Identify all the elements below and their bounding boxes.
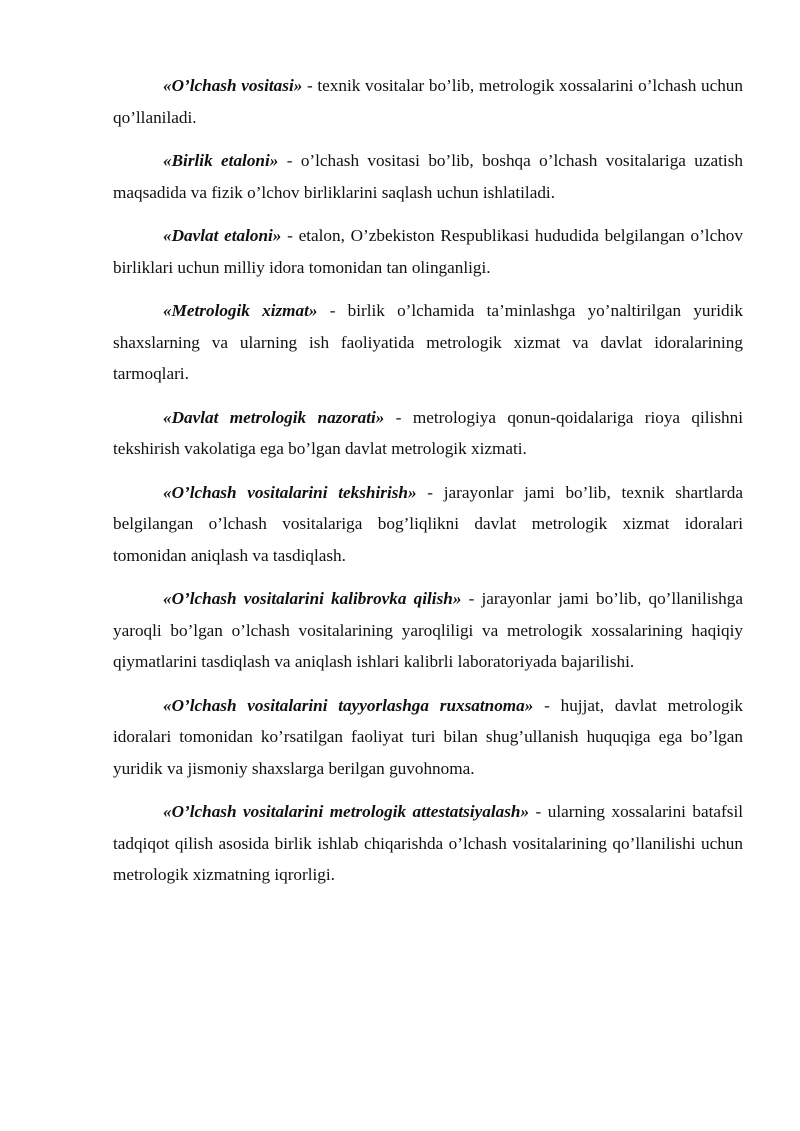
definition-text: - birlik o’lchamida ta’minlashga yo’naltirilgan yuridik shaxslarning va ularning ish faoliyatida metrologik xizmat va davlat idoralarining tarmoqlari. [113, 301, 743, 383]
definition-text: - o’lchash vositasi bo’lib, boshqa o’lchash vositalariga uzatish maqsadida va fizik o’lchov birliklarini saqlash uchun ishlatiladi. [113, 151, 743, 202]
definition-paragraph [113, 295, 743, 390]
definition-paragraph [113, 477, 743, 572]
definition-term: «O’lchash vositalarini metrologik attestatsiyalash» [163, 802, 530, 821]
definition-paragraph [113, 145, 743, 208]
definition-term: «O’lchash vositasi» [163, 76, 303, 95]
definition-text: - metrologiya qonun-qoidalariga rioya qilishni tekshirish vakolatiga ega bo’lgan davlat metrologik xizmati. [113, 407, 743, 458]
document-page [113, 70, 743, 903]
definition-paragraph [113, 796, 743, 891]
definition-text: - jarayonlar jami bo’lib, texnik shartlarda belgilangan o’lchash vositalariga bog’liqlikni davlat metrologik xizmat idoralari tomonidan aniqlash va tasdiqlash. [113, 482, 743, 565]
definition-term: «Metrologik xizmat» [163, 301, 318, 320]
definition-text: - hujjat, davlat metrologik idoralari tomonidan ko’rsatilgan faoliyat turi bilan shug’ullanish huquqiga ega bo’lgan yuridik va jismoniy shaxslarga berilgan guvohnoma. [113, 695, 743, 778]
definition-text: - etalon, O’zbekiston Respublikasi hududida belgilangan o’lchov birliklari uchun milliy idora tomonidan tan olinganligi. [113, 226, 743, 277]
definition-text: - ularning xossalarini batafsil tadqiqot qilish asosida birlik ishlab chiqarishda o’lchash vositalarining qo’llanilishi uchun metrologik xizmatning iqrorligi. [113, 802, 743, 884]
definition-term: «Davlat metrologik nazorati» [163, 407, 385, 427]
definition-term: «Birlik etaloni» [163, 151, 279, 170]
definition-term: «O’lchash vositalarini tayyorlashga ruxsatnoma» [163, 695, 534, 715]
definition-paragraph [113, 70, 743, 133]
definition-paragraph [113, 402, 743, 465]
definition-paragraph [113, 583, 743, 678]
definition-text: - jarayonlar jami bo’lib, qo’llanilishga yaroqli bo’lgan o’lchash vositalarining yaroqliligi va metrologik xossalarining haqiqiy qiymatlarini tasdiqlash va aniqlash ishlari kalibrli laboratoriyada bajarilishi. [113, 589, 743, 671]
definition-text: - texnik vositalar bo’lib, metrologik xossalarini o’lchash uchun qo’llaniladi. [113, 76, 743, 127]
definition-term: «O’lchash vositalarini tekshirish» [163, 482, 417, 502]
definition-paragraph [113, 220, 743, 283]
definition-term: «Davlat etaloni» [163, 226, 282, 245]
definition-term: «O’lchash vositalarini kalibrovka qilish» [163, 589, 462, 608]
definition-paragraph [113, 690, 743, 785]
